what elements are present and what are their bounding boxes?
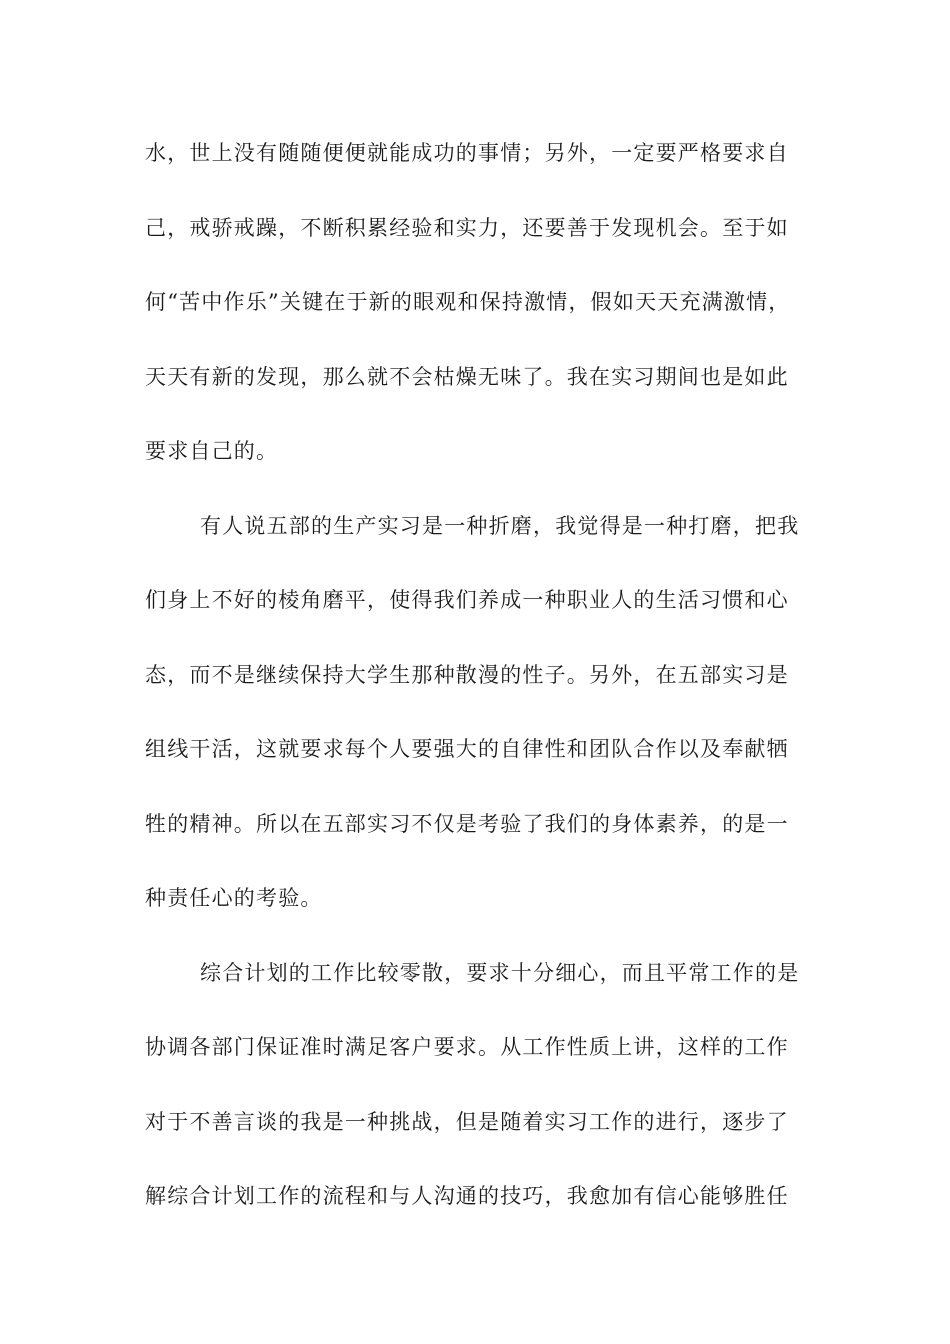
document-body (145, 131, 825, 1249)
text-line: 对于不善言谈的我是一种挑战，但是随着实习工作的进行，逐步了 (145, 1109, 789, 1134)
text-line: 何“苦中作乐”关键在于新的眼观和保持激情，假如天天充满激情， (145, 290, 791, 314)
text-line: 解综合计划工作的流程和与人沟通的技巧，我愈加有信心能够胜任 (145, 1184, 789, 1208)
text-line: 要求自己的。 (145, 439, 279, 463)
paragraph-first-line: 有人说五部的生产实习是一种折磨，我觉得是一种打磨，把我 (200, 513, 800, 538)
text-line: 天天有新的发现，那么就不会枯燥无味了。我在实习期间也是如此 (145, 364, 789, 389)
text-line: 们身上不好的棱角磨平，使得我们养成一种职业人的生活习惯和心 (145, 588, 789, 612)
text-line: 组线干活，这就要求每个人要强大的自律性和团队合作以及奉献牺 (145, 737, 789, 761)
text-line: 种责任心的考验。 (145, 886, 323, 910)
text-line: 协调各部门保证准时满足客户要求。从工作性质上讲，这样的工作 (145, 1035, 789, 1059)
paragraph-first-line: 综合计划的工作比较零散，要求十分细心，而且平常工作的是 (200, 960, 800, 985)
text-line: 态，而不是继续保持大学生那种散漫的性子。另外，在五部实习是 (145, 662, 789, 687)
text-line: 水，世上没有随随便便就能成功的事情；另外，一定要严格要求自 (145, 141, 789, 165)
text-line: 牲的精神。所以在五部实习不仅是考验了我们的身体素养，的是一 (145, 811, 789, 836)
text-line: 己，戒骄戒躁，不断积累经验和实力，还要善于发现机会。至于如 (145, 215, 789, 240)
